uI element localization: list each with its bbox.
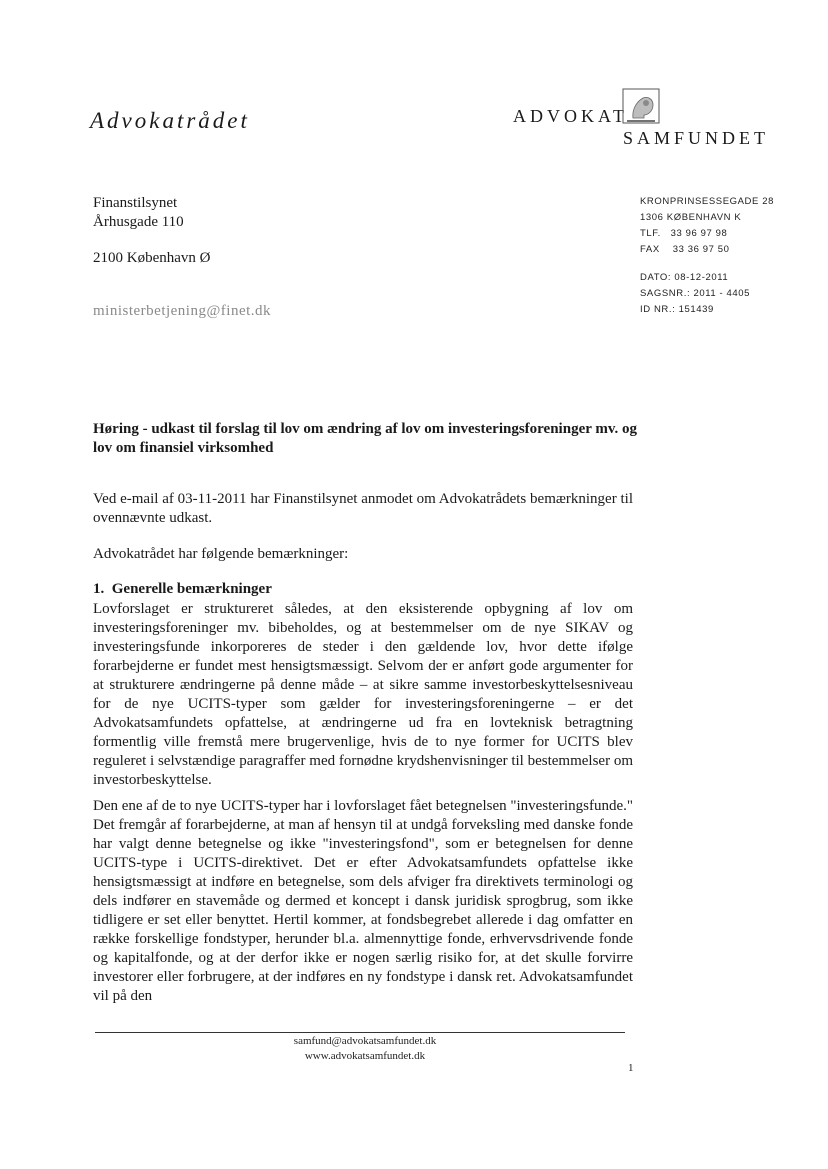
contact-id-number: ID NR.: 151439 [640, 304, 714, 315]
recipient-street: Århusgade 110 [93, 214, 184, 230]
recipient-email: ministerbetjening@finet.dk [93, 303, 272, 319]
contact-case-number: SAGSNR.: 2011 - 4405 [640, 288, 751, 299]
contact-fax: FAX 33 36 97 50 [640, 244, 730, 255]
contact-city: 1306 KØBENHAVN K [640, 212, 742, 223]
logo-wordmark-bottom: SAMFUNDET [623, 128, 770, 148]
logo-wordmark-top: ADVOKAT [513, 106, 628, 126]
letter-intro: Ved e-mail af 03-11-2011 har Finanstilsynet anmodet om Advokatrådets bemærkninger til ovennævnte udkast. [93, 491, 633, 526]
letter-subject: Høring - udkast til forslag til lov om ændring af lov om investeringsforeninger mv. og lov om finansiel virksomhed [93, 421, 638, 456]
footer-divider [95, 1032, 625, 1033]
contact-phone: TLF. 33 96 97 98 [640, 228, 728, 239]
footer-email: samfund@advokatsamfundet.dk [293, 1035, 437, 1047]
org-name: Advokatrådet [90, 108, 250, 133]
contact-street: KRONPRINSESSEGADE 28 [640, 196, 774, 207]
page-number: 1 [628, 1062, 634, 1074]
recipient-city: 2100 København Ø [93, 250, 211, 266]
footer-website: www.advokatsamfundet.dk [304, 1050, 426, 1062]
logo-emblem-icon [622, 88, 660, 124]
contact-date: DATO: 08-12-2011 [640, 272, 729, 283]
section-heading: 1. Generelle bemærkninger [93, 581, 272, 597]
section1-paragraph-2: Den ene af de to nye UCITS-typer har i lovforslaget fået betegnelsen "investeringsfunde." Det fremgår af forarbejderne, at man af hensyn til at undgå forveksling med danske fonde har valgt denne betegnelse og ikke "investeringsfond", som er betegnelsen for denne UCITS-type i UCITS-direktivet. Det er efter Advokatsamfundets opfattelse ikke hensigtsmæssigt at indføre en betegnelse, som dels afviger fra direktivets terminologi og dels indfører en stavemåde og dermed et koncept i dansk juridisk sprogbrug, som ikke tidligere er set eller benyttet. Hertil kommer, at fondsbegrebet allerede i dag omfatter en række forskellige fondstyper, herunder bl.a. almennyttige fonde, erhvervsdrivende fonde og kapitalfonde, og at der derfor ikke er nogen særlig risiko for, at det skulle forvirre investorer eller forbrugere, at der indføres en ny fondstype i dansk ret. Advokatsamfundet vil på den [93, 798, 633, 1004]
recipient-name: Finanstilsynet [93, 195, 178, 211]
section1-paragraph-1: Lovforslaget er struktureret således, at den eksisterende opbygning af lov om investeringsforeninger mv. bibeholdes, og at bestemmelser om de nye SIKAV og investeringsfunde inkorporeres de steder i den gældende lov, hvor dette ifølge forarbejderne er fundet mest hensigtsmæssigt. Selvom der er anført gode argumenter for at strukturere ændringerne på denne måde – at sikre samme investorbeskyttelsesniveau for de nye UCITS-typer som gælder for investeringsforeningerne – er det Advokatsamfundets opfattelse, at ændringerne ud fra en lovteknisk betragtning formentlig ville fremstå mere brugervenlige, hvis de to nye former for UCITS blev reguleret i selvstændige paragraffer med fornødne krydshenvisninger til bestemmelser om investorbeskyttelse. [93, 601, 633, 788]
letter-lead: Advokatrådet har følgende bemærkninger: [93, 546, 349, 562]
